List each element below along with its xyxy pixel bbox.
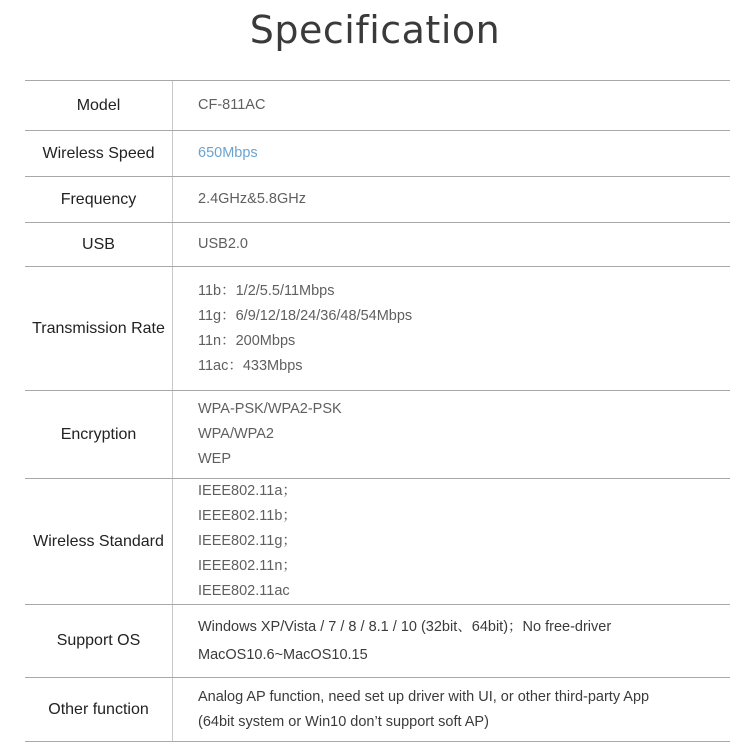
spec-label-wireless-standard: Wireless Standard	[25, 479, 173, 604]
spec-value-line: IEEE802.11b；	[198, 508, 297, 524]
spec-value-line: USB2.0	[198, 236, 248, 252]
spec-value-line: WEP	[198, 451, 232, 467]
spec-value-line: IEEE802.11n；	[198, 558, 297, 574]
spec-label-support-os: Support OS	[25, 605, 173, 677]
spec-value-line: MacOS10.6~MacOS10.15	[198, 647, 368, 663]
spec-value-line: CF-811AC	[198, 97, 266, 113]
spec-value-frequency	[173, 177, 730, 222]
spec-value-line: IEEE802.11a；	[198, 483, 297, 499]
spec-value-other-function	[173, 678, 730, 741]
spec-value-usb	[173, 223, 730, 266]
spec-value-model	[173, 81, 730, 130]
spec-label-other-function: Other function	[25, 678, 173, 741]
spec-value-line: 11g：6/9/12/18/24/36/48/54Mbps	[198, 307, 413, 324]
spec-value-line: 11b：1/2/5.5/11Mbps	[198, 282, 335, 299]
spec-value-line: 2.4GHz&5.8GHz	[198, 191, 306, 207]
spec-value-transmission-rate	[173, 267, 730, 390]
spec-value-line: 650Mbps	[198, 145, 258, 161]
spec-table	[25, 80, 730, 742]
spec-label-encryption: Encryption	[25, 391, 173, 478]
spec-value-line: IEEE802.11ac	[198, 583, 290, 599]
spec-value-support-os	[173, 605, 730, 677]
spec-row-other-function	[25, 678, 730, 742]
spec-value-line: IEEE802.11g；	[198, 533, 297, 549]
spec-row-encryption	[25, 391, 730, 479]
spec-label-usb: USB	[25, 223, 173, 266]
spec-row-frequency	[25, 177, 730, 223]
spec-value-encryption	[173, 391, 730, 478]
spec-label-transmission-rate: Transmission Rate	[25, 267, 173, 390]
spec-row-support-os	[25, 605, 730, 678]
spec-label-frequency: Frequency	[25, 177, 173, 222]
spec-value-wireless-standard	[173, 479, 730, 604]
spec-value-line: WPA-PSK/WPA2-PSK	[198, 401, 342, 417]
spec-value-line: Windows XP/Vista / 7 / 8 / 8.1 / 10 (32bit、64bit)；No free-driver	[198, 619, 612, 635]
spec-row-wireless-speed	[25, 131, 730, 177]
spec-value-line: (64bit system or Win10 don’t support soft AP)	[198, 713, 489, 730]
spec-row-model	[25, 81, 730, 131]
spec-label-wireless-speed: Wireless Speed	[25, 131, 173, 176]
page-title: Specification	[249, 8, 501, 52]
spec-value-line: 11n：200Mbps	[198, 332, 296, 349]
spec-row-transmission-rate	[25, 267, 730, 391]
spec-row-usb	[25, 223, 730, 267]
spec-label-model: Model	[25, 81, 173, 130]
spec-value-line: 11ac：433Mbps	[198, 357, 303, 374]
spec-row-wireless-standard	[25, 479, 730, 605]
spec-value-line: Analog AP function, need set up driver with UI, or other third-party App	[198, 688, 650, 705]
spec-value-wireless-speed	[173, 131, 730, 176]
spec-value-line: WPA/WPA2	[198, 426, 274, 442]
